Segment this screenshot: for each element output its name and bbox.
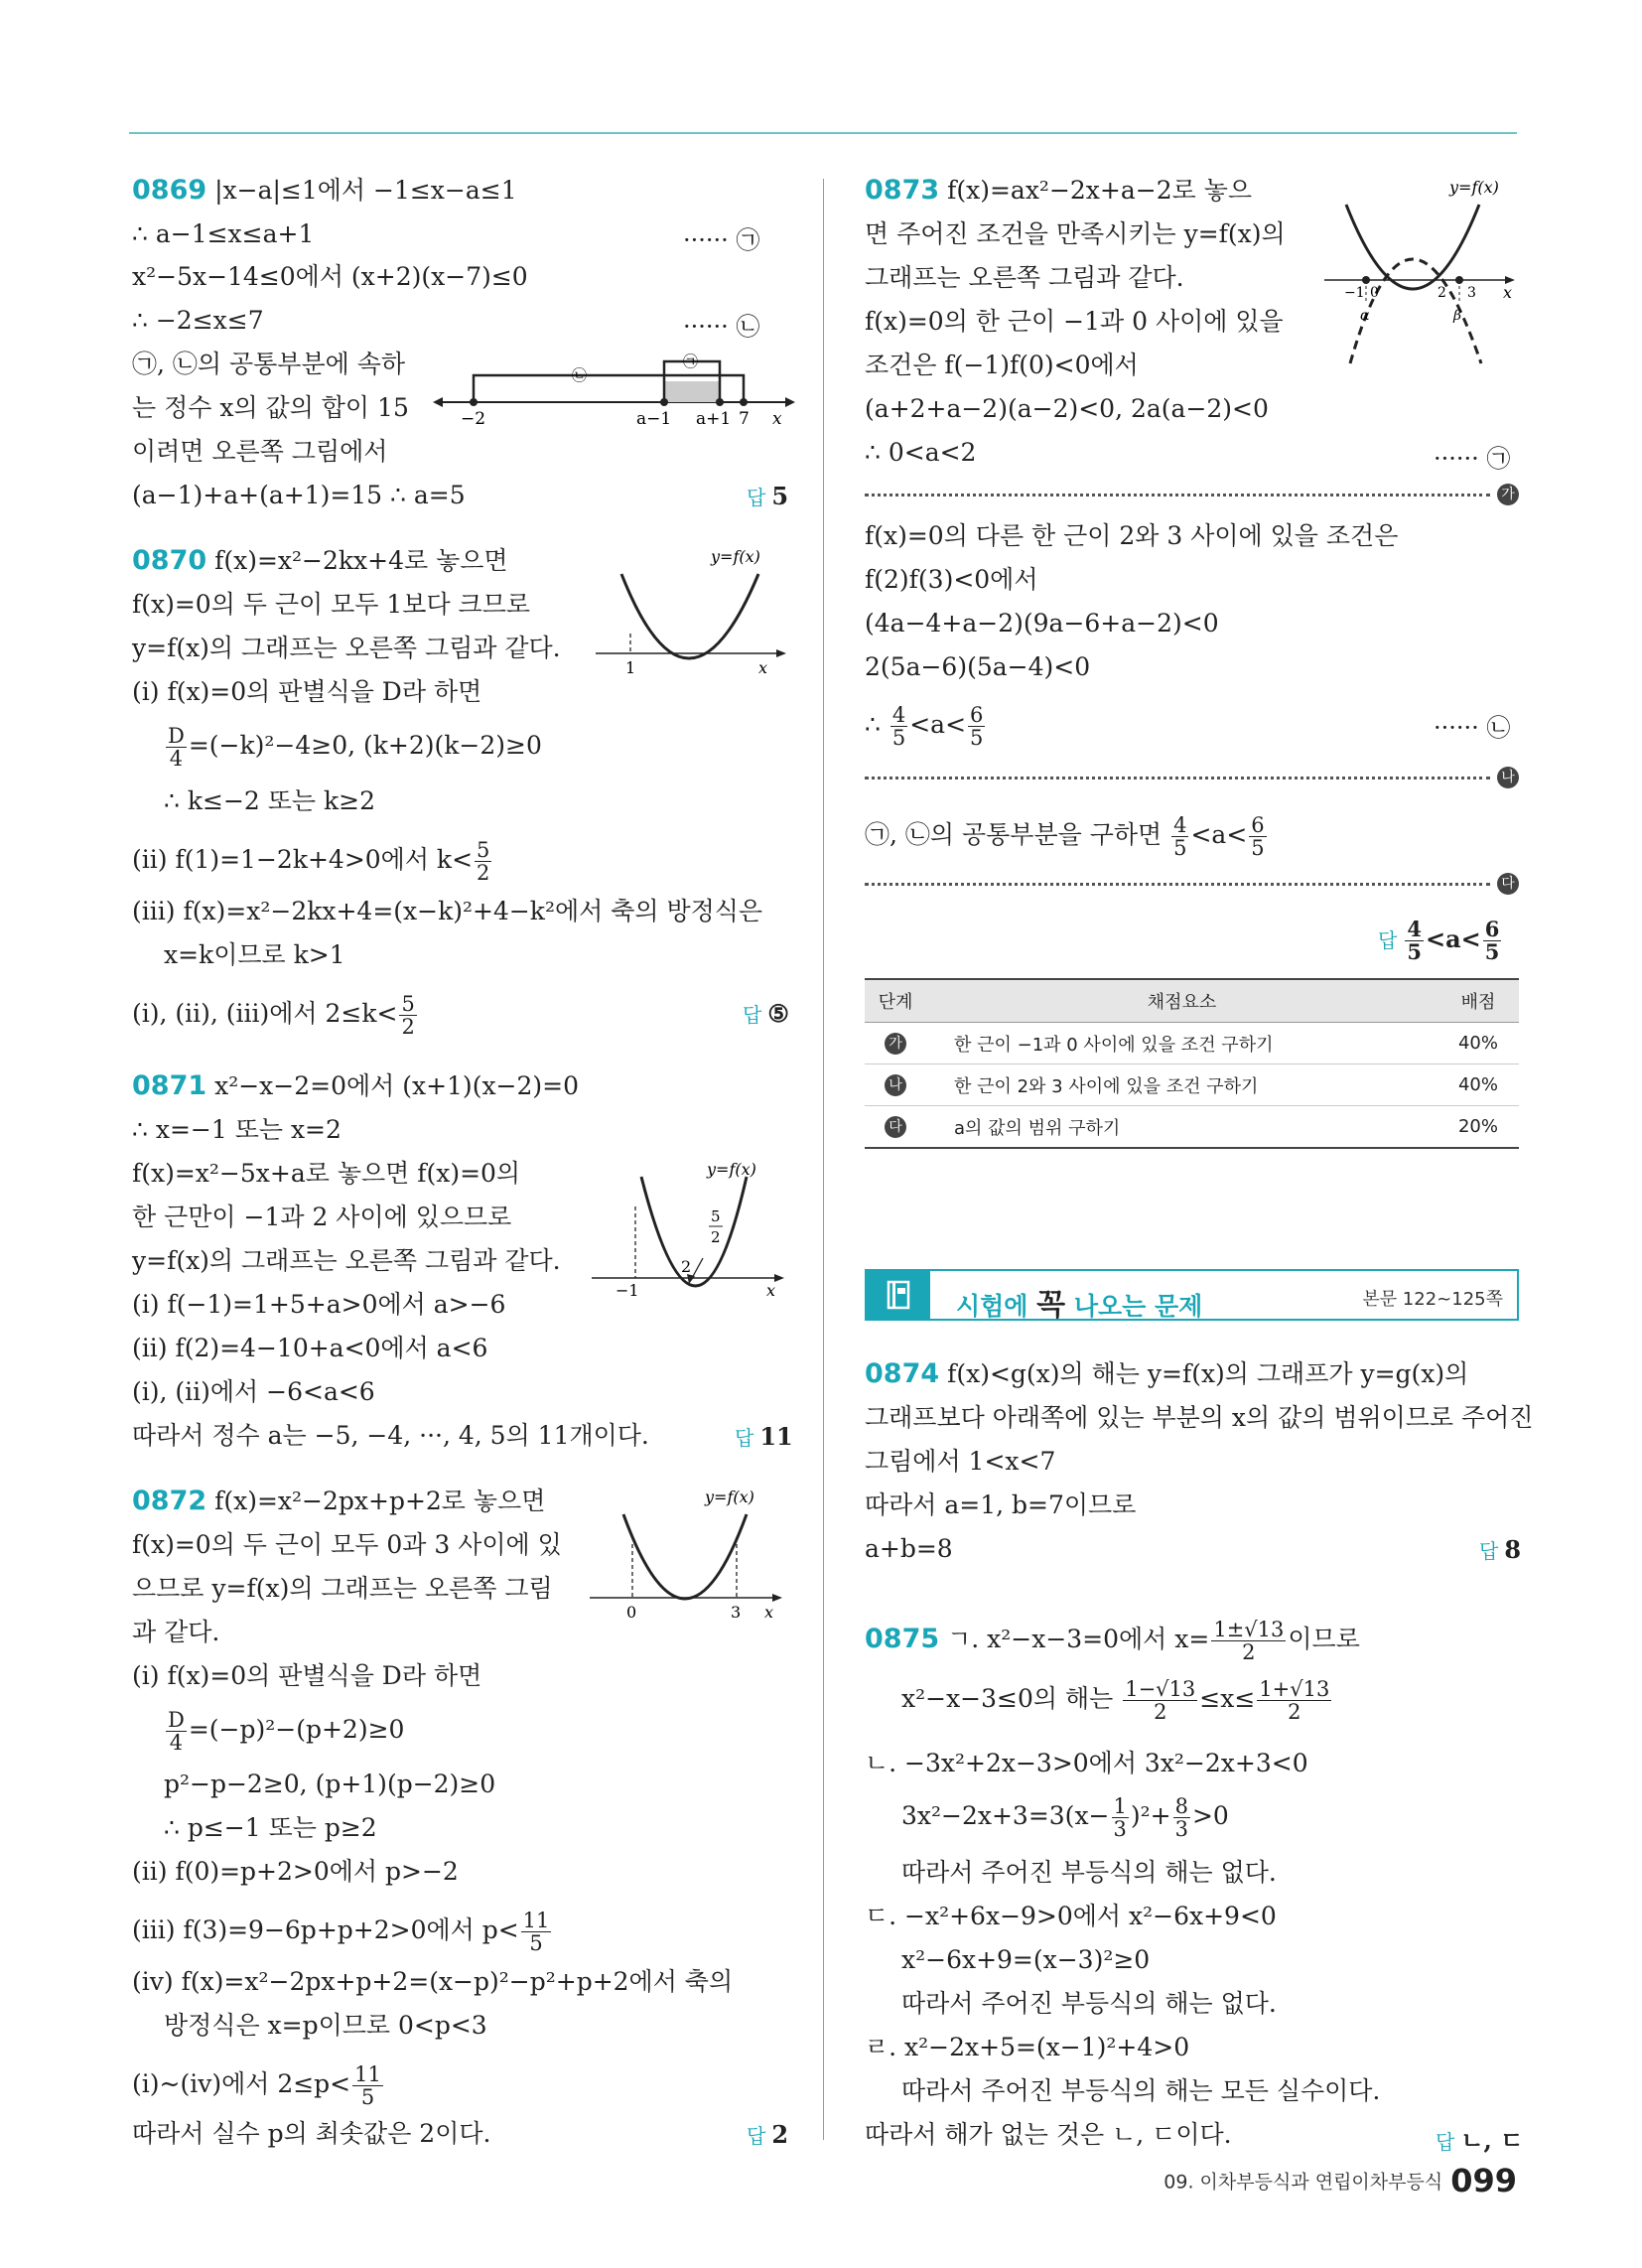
- line: f(2)f(3)<0에서: [865, 565, 1038, 594]
- svg-text:㉡: ㉡: [572, 366, 588, 384]
- fraction: $\frac{5}{2}$: [401, 992, 415, 1039]
- line: 따라서 실수 p의 최솟값은 2이다.: [132, 2119, 491, 2148]
- line: (ii) f(1)=1−2k+4>0에서 k<: [132, 845, 474, 874]
- marker: ······ ㉠: [1434, 445, 1511, 473]
- line: 으므로 y=f(x)의 그래프는 오른쪽 그림: [132, 1574, 553, 1603]
- fraction: $\frac{5}{2}$: [477, 838, 490, 885]
- fraction: $\frac{6}{5}$: [1251, 813, 1265, 860]
- number-line-figure: [433, 348, 800, 429]
- line: x²−5x−14≤0에서 (x+2)(x−7)≤0: [132, 262, 528, 291]
- answer: 답 11: [735, 1422, 793, 1451]
- line: (i), (ii), (iii)에서 2≤k<: [132, 999, 398, 1028]
- line: 는 정수 x의 값의 합이 15: [132, 393, 409, 422]
- line: (4a−4+a−2)(9a−6+a−2)<0: [865, 609, 1219, 638]
- svg-text:x: x: [772, 409, 782, 429]
- table-cell: 40%: [1437, 1064, 1519, 1106]
- top-rule: [129, 132, 1517, 134]
- table-row: [865, 1023, 1519, 1064]
- problem-number: 0873: [865, 175, 940, 206]
- line: 방정식은 x=p이므로 0<p<3: [164, 2011, 487, 2040]
- line: 따라서 주어진 부등식의 해는 없다.: [901, 1858, 1277, 1887]
- fraction: $\frac{4}{5}$: [1173, 813, 1187, 860]
- svg-text:x: x: [758, 658, 768, 677]
- problem-number: 0875: [865, 1624, 940, 1654]
- fraction: $\frac{1\pm√13}{2}$: [1213, 1618, 1285, 1664]
- page-footer: [1163, 2162, 1517, 2199]
- line: (iii) f(3)=9−6p+p+2>0에서 p<: [132, 1915, 519, 1944]
- line: (i) f(x)=0의 판별식을 D라 하면: [132, 677, 482, 706]
- svg-text:㉠: ㉠: [683, 353, 699, 370]
- table-cell: 한 근이 −1과 0 사이에 있을 조건 구하기: [926, 1023, 1437, 1064]
- table-header: 채점요소: [926, 979, 1437, 1023]
- line: (i) f(x)=0의 판별식을 D라 하면: [132, 1661, 482, 1690]
- line: 그래프는 오른쪽 그림과 같다.: [865, 263, 1184, 292]
- fraction: $\frac{D}{4}$: [168, 724, 185, 771]
- line: p²−p−2≥0, (p+1)(p−2)≥0: [164, 1770, 496, 1798]
- line: ∴ x=−1 또는 x=2: [132, 1115, 342, 1144]
- answer: 답 $\frac{4}{5}$ <a< $\frac{6}{5}$: [1378, 917, 1500, 964]
- line: =(−k)²−4≥0, (k+2)(k−2)≥0: [188, 731, 542, 760]
- line: ∴ a−1≤x≤a+1: [132, 219, 315, 248]
- line: f(x)=x²−2px+p+2로 놓으면: [214, 1487, 546, 1515]
- line: 이려면 오른쪽 그림에서: [132, 437, 388, 466]
- svg-text:−2: −2: [461, 409, 486, 429]
- line: ㉠, ㉡의 공통부분에 속하: [132, 350, 405, 378]
- table-cell: 한 근이 2와 3 사이에 있을 조건 구하기: [926, 1064, 1437, 1106]
- svg-text:y=f(x): y=f(x): [705, 1488, 754, 1506]
- svg-text:x: x: [1503, 283, 1513, 302]
- line: (ii) f(2)=4−10+a<0에서 a<6: [132, 1334, 488, 1362]
- table-header: 단계: [865, 979, 926, 1023]
- line: |x−a|≤1에서 −1≤x−a≤1: [214, 176, 517, 205]
- fraction: $\frac{8}{3}$: [1174, 1794, 1188, 1841]
- chapter-title: 09. 이차부등식과 연립이차부등식: [1163, 2171, 1443, 2194]
- fraction: $\frac{11}{5}$: [522, 1909, 550, 1955]
- svg-text:3: 3: [1467, 285, 1476, 301]
- line: y=f(x)의 그래프는 오른쪽 그림과 같다.: [132, 634, 561, 662]
- line: =(−p)²−(p+2)≥0: [188, 1715, 405, 1744]
- fraction: $\frac{4}{5}$: [891, 703, 906, 750]
- line: (a−1)+a+(a+1)=15 ∴ a=5: [132, 481, 466, 509]
- svg-text:a+1: a+1: [696, 409, 732, 429]
- line: 그래프보다 아래쪽에 있는 부분의 x의 값의 범위이므로 주어진: [865, 1403, 1534, 1432]
- dotted-separator: [865, 494, 1490, 496]
- fraction: $\frac{6}{5}$: [970, 703, 984, 750]
- line: (iii) f(x)=x²−2kx+4=(x−k)²+4−k²에서 축의 방정식은: [132, 897, 763, 925]
- table-cell: 40%: [1437, 1023, 1519, 1064]
- svg-text:y=f(x): y=f(x): [707, 1160, 756, 1179]
- svg-text:x: x: [764, 1603, 774, 1622]
- line: 따라서 주어진 부등식의 해는 없다.: [901, 1989, 1277, 2018]
- line: f(x)=0의 다른 한 근이 2와 3 사이에 있을 조건은: [865, 521, 1399, 550]
- line: (ii) f(0)=p+2>0에서 p>−2: [132, 1857, 459, 1886]
- table-row: [865, 1064, 1519, 1106]
- answer: 답 ⑤: [743, 999, 789, 1028]
- problem-number: 0874: [865, 1358, 940, 1389]
- line: x=k이므로 k>1: [164, 940, 345, 969]
- table-header: 배점: [1437, 979, 1519, 1023]
- table-cell: 20%: [1437, 1106, 1519, 1149]
- line: ∴ p≤−1 또는 p≥2: [164, 1813, 377, 1842]
- line: (a+2+a−2)(a−2)<0, 2a(a−2)<0: [865, 394, 1269, 423]
- svg-text:5: 5: [711, 1207, 721, 1225]
- fraction: $\frac{D}{4}$: [168, 1708, 185, 1755]
- svg-text:β: β: [1453, 308, 1462, 324]
- line: 따라서 주어진 부등식의 해는 모든 실수이다.: [901, 2076, 1381, 2105]
- section-banner: [865, 1269, 1519, 1321]
- svg-text:3: 3: [731, 1603, 742, 1622]
- step-badge: 가: [885, 1033, 906, 1055]
- line: (i) f(−1)=1+5+a>0에서 a>−6: [132, 1290, 506, 1319]
- line: f(x)=0의 두 근이 모두 0과 3 사이에 있: [132, 1530, 562, 1559]
- svg-text:2: 2: [681, 1257, 692, 1276]
- line: f(x)=0의 두 근이 모두 1보다 크므로: [132, 590, 531, 619]
- line: 과 같다.: [132, 1618, 220, 1646]
- line: 면 주어진 조건을 만족시키는 y=f(x)의: [865, 219, 1286, 248]
- banner-title: 시험에 꼭 나오는 문제: [956, 1288, 1203, 1323]
- svg-text:α: α: [1360, 308, 1370, 324]
- book-icon: [867, 1271, 930, 1319]
- svg-text:2: 2: [1437, 285, 1446, 301]
- line: ∴ 0<a<2: [865, 438, 977, 467]
- marker: ······ ㉡: [683, 313, 760, 341]
- fraction: $\frac{11}{5}$: [354, 2062, 381, 2109]
- svg-text:x: x: [766, 1281, 776, 1300]
- table-header-row: [865, 979, 1519, 1023]
- marker: ······ ㉠: [683, 226, 760, 254]
- fraction: $\frac{1+√13}{2}$: [1259, 1677, 1330, 1724]
- svg-text:7: 7: [739, 409, 750, 429]
- line: ㄹ. x²−2x+5=(x−1)²+4>0: [865, 2033, 1190, 2061]
- line: ∴ −2≤x≤7: [132, 306, 264, 335]
- answer: 답 2: [747, 2120, 789, 2149]
- fraction: $\frac{1}{3}$: [1113, 1794, 1127, 1841]
- svg-text:0: 0: [1370, 285, 1379, 301]
- step-badge: 다: [885, 1116, 906, 1138]
- problem-number: 0869: [132, 175, 207, 206]
- line: (i), (ii)에서 −6<a<6: [132, 1377, 375, 1406]
- dotted-separator: [865, 777, 1490, 780]
- dotted-separator: [865, 883, 1490, 886]
- line: 그림에서 1<x<7: [865, 1447, 1056, 1476]
- page-number: 099: [1450, 2162, 1517, 2199]
- line: 따라서 정수 a는 −5, −4, ···, 4, 5의 11개이다.: [132, 1421, 649, 1450]
- line: (i)~(iv)에서 2≤p<: [132, 2069, 351, 2098]
- column-divider: [823, 179, 824, 2140]
- parabola-figure: [1320, 175, 1519, 378]
- line: ㄷ. −x²+6x−9>0에서 x²−6x+9<0: [865, 1902, 1277, 1930]
- line: x²−6x+9=(x−3)²≥0: [901, 1945, 1151, 1974]
- problem-number: 0872: [132, 1486, 207, 1516]
- parabola-figure: [592, 544, 802, 713]
- step-badge: 가: [1497, 484, 1519, 505]
- scoring-table: [865, 978, 1519, 1149]
- problem-number: 0871: [132, 1070, 207, 1101]
- svg-text:a−1: a−1: [636, 409, 672, 429]
- svg-text:y=f(x): y=f(x): [1449, 178, 1499, 197]
- line: 2(5a−6)(5a−4)<0: [865, 652, 1091, 681]
- line: ∴ k≤−2 또는 k≥2: [164, 786, 375, 815]
- line: 조건은 f(−1)f(0)<0에서: [865, 351, 1139, 379]
- svg-text:y=f(x): y=f(x): [711, 547, 760, 566]
- line: 따라서 a=1, b=7이므로: [865, 1490, 1137, 1519]
- svg-text:1: 1: [625, 658, 636, 677]
- answer: 답 ㄴ, ㄷ: [1436, 2126, 1524, 2155]
- banner-reference: 본문 122~125쪽: [1362, 1289, 1503, 1310]
- svg-text:−1: −1: [1344, 285, 1365, 301]
- line: x²−x−2=0에서 (x+1)(x−2)=0: [214, 1071, 580, 1100]
- problem-number: 0870: [132, 545, 207, 576]
- step-badge: 다: [1497, 873, 1519, 895]
- line: f(x)=0의 한 근이 −1과 0 사이에 있을: [865, 307, 1284, 336]
- line: f(x)=ax²−2x+a−2로 놓으: [947, 176, 1252, 205]
- parabola-figure: [588, 1157, 804, 1331]
- svg-text:2: 2: [711, 1228, 721, 1246]
- step-badge: 나: [885, 1074, 906, 1096]
- marker: ······ ㉡: [1434, 714, 1511, 742]
- table-cell: a의 값의 범위 구하기: [926, 1106, 1437, 1149]
- table-row: [865, 1106, 1519, 1149]
- svg-text:−1: −1: [616, 1281, 639, 1300]
- fraction: $\frac{1-√13}{2}$: [1125, 1677, 1196, 1724]
- parabola-figure: [586, 1485, 804, 1633]
- line: (iv) f(x)=x²−2px+p+2=(x−p)²−p²+p+2에서 축의: [132, 1967, 734, 1996]
- line: f(x)=x²−5x+a로 놓으면 f(x)=0의: [132, 1159, 521, 1188]
- svg-text:0: 0: [626, 1603, 637, 1622]
- line: f(x)<g(x)의 해는 y=f(x)의 그래프가 y=g(x)의: [947, 1359, 1469, 1388]
- line: a+b=8: [865, 1534, 953, 1563]
- line: ㄴ. −3x²+2x−3>0에서 3x²−2x+3<0: [865, 1749, 1308, 1777]
- answer: 답 5: [747, 482, 789, 510]
- line: y=f(x)의 그래프는 오른쪽 그림과 같다.: [132, 1246, 561, 1275]
- answer: 답 8: [1479, 1535, 1522, 1564]
- step-badge: 나: [1497, 767, 1519, 788]
- line: 따라서 해가 없는 것은 ㄴ, ㄷ이다.: [865, 2120, 1232, 2149]
- line: 한 근만이 −1과 2 사이에 있으므로: [132, 1203, 512, 1231]
- line: f(x)=x²−2kx+4로 놓으면: [214, 546, 508, 575]
